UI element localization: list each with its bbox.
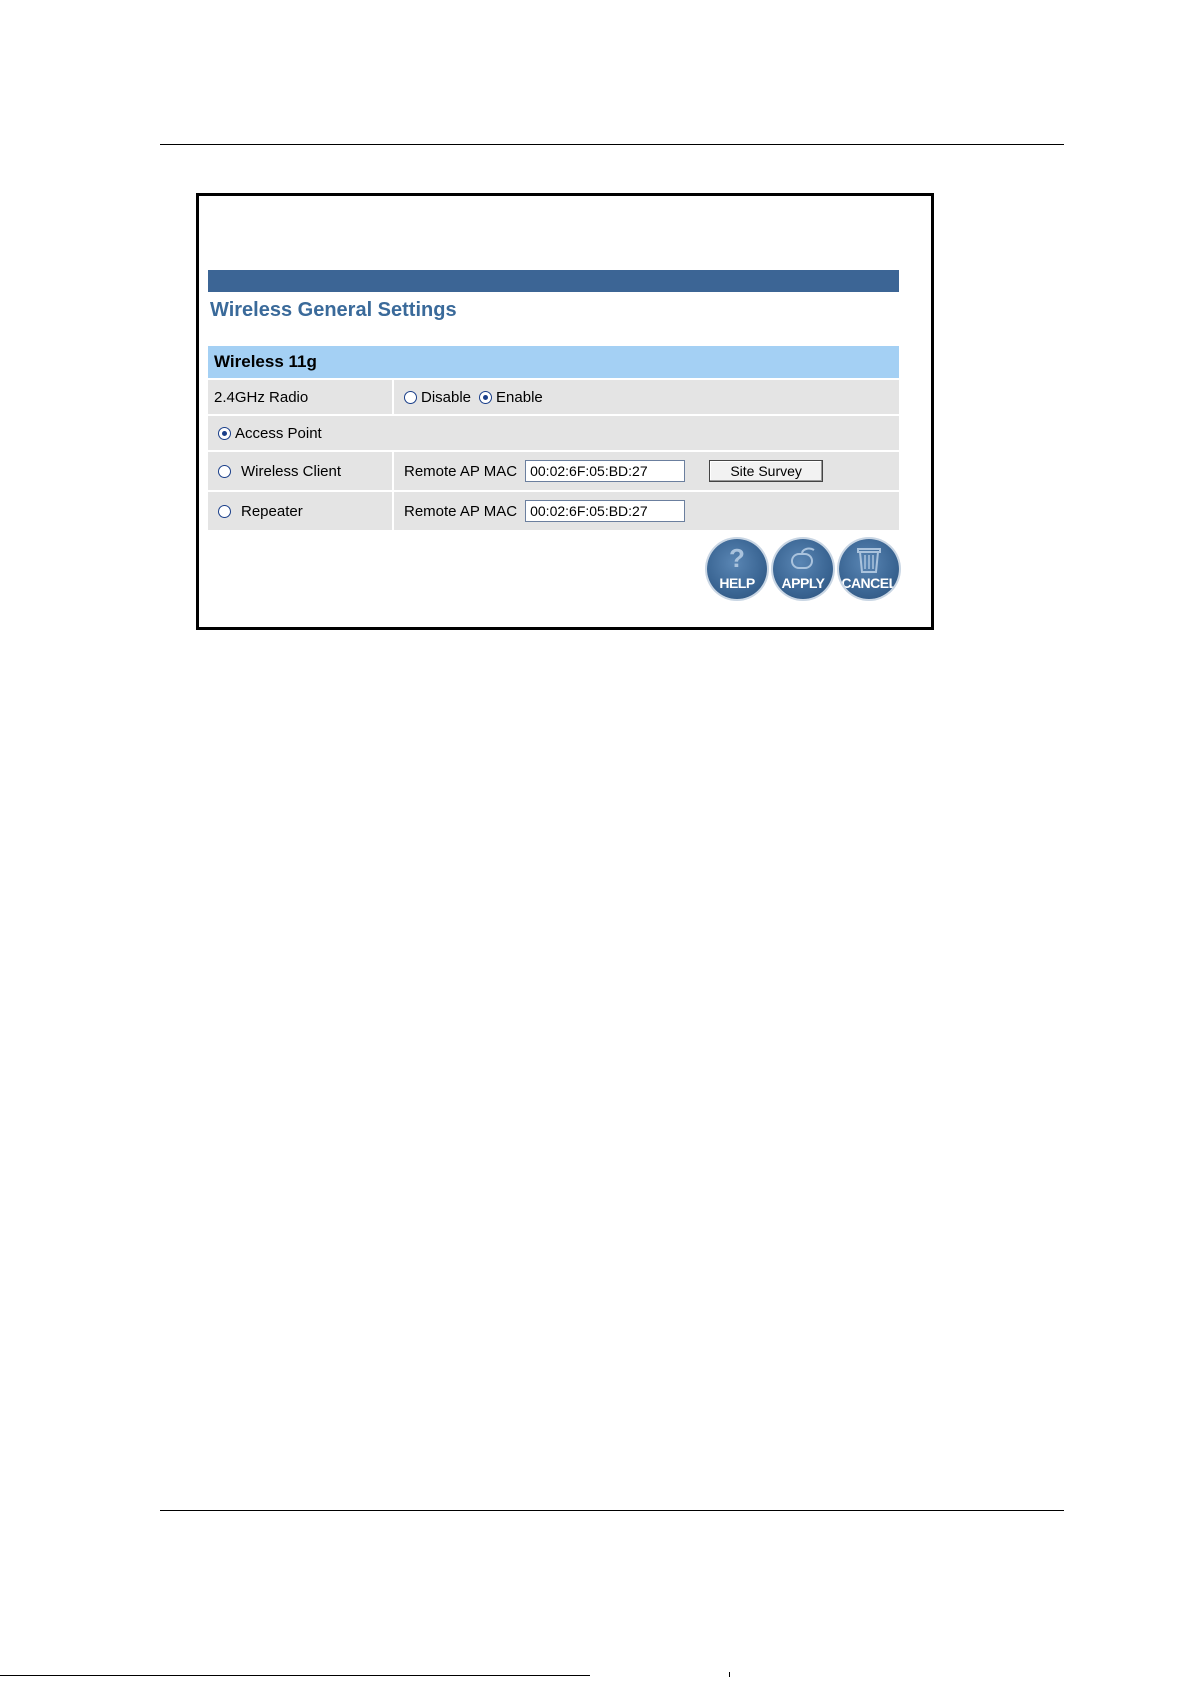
radio-enable-button[interactable] [479,391,492,404]
trash-can-icon [853,546,885,574]
radio-disable-button[interactable] [404,391,417,404]
site-survey-button[interactable]: Site Survey [709,460,823,482]
section-header-wireless-11g: Wireless 11g [208,346,899,378]
wireless-client-option[interactable] [218,463,341,480]
repeater-remote-ap-mac-label: Remote AP MAC [404,502,518,520]
page-footer-rule [160,1510,1064,1511]
repeater-row [208,490,899,530]
radio-enable-label: Enable [496,388,543,406]
page-header-rule [160,144,1064,145]
apply-label: APPLY [781,575,825,591]
wireless-client-cell [208,452,394,490]
radio-label: 2.4GHz Radio [214,388,309,406]
repeater-cell [208,492,394,530]
wireless-client-fields [394,452,899,490]
wireless-client-radio[interactable] [218,465,231,478]
radio-row [208,378,899,414]
client-remote-ap-mac-label: Remote AP MAC [404,462,518,480]
help-label: HELP [719,575,755,591]
action-buttons [208,530,899,599]
access-point-radio[interactable] [218,427,231,440]
mouse-icon [787,546,819,572]
repeater-fields [394,492,899,530]
repeater-remote-ap-mac-input[interactable] [525,500,685,522]
repeater-radio[interactable] [218,505,231,518]
radio-disable-option[interactable] [404,389,471,406]
top-banner-bar [208,270,899,292]
radio-disable-label: Disable [421,388,472,406]
access-point-option[interactable] [218,425,322,442]
help-button[interactable] [707,539,767,599]
repeater-label: Repeater [241,502,303,520]
access-point-cell [208,416,330,450]
footer-mark [729,1672,730,1677]
radio-options-cell [394,380,899,414]
radio-label-cell [208,380,394,414]
wireless-client-label: Wireless Client [241,462,342,480]
wireless-client-row [208,450,899,490]
radio-enable-option[interactable] [479,389,543,406]
page-title: Wireless General Settings [210,299,457,321]
access-point-row [208,414,899,450]
access-point-label: Access Point [235,424,322,442]
wireless-settings-panel [208,270,899,599]
apply-button[interactable] [773,539,833,599]
question-mark-icon: ? [729,543,745,573]
client-remote-ap-mac-input[interactable] [525,460,685,482]
cancel-label: CANCEL [841,575,897,591]
cancel-button[interactable] [839,539,899,599]
repeater-option[interactable] [218,503,303,520]
footnote-rule [0,1675,590,1676]
